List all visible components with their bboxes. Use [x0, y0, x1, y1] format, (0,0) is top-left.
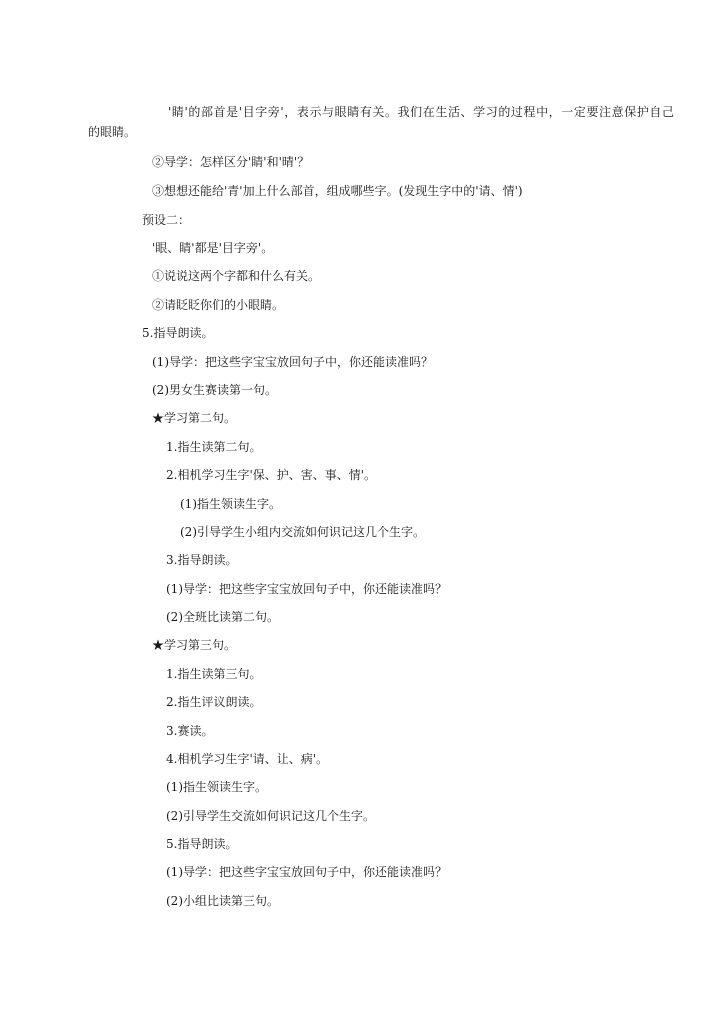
- paragraph-line: '眼、睛'都是'目字旁'。: [152, 241, 274, 255]
- paragraph-line: 4.相机学习生字'请、让、病'。: [166, 752, 329, 766]
- paragraph-line: (1)指生领读生字。: [180, 497, 281, 511]
- paragraph-line: (2)男女生赛读第一句。: [152, 383, 277, 397]
- paragraph-line: 1.指生读第二句。: [166, 440, 262, 454]
- paragraph-line: 3.赛读。: [166, 724, 214, 738]
- paragraph-line: 1.指生读第三句。: [166, 667, 262, 681]
- paragraph-line: 3.指导朗读。: [166, 553, 238, 567]
- section-heading: 5.指导朗读。: [142, 326, 214, 340]
- paragraph-line: (1)导学：把这些字宝宝放回句子中，你还能读准吗？: [166, 582, 448, 596]
- paragraph-line: (1)导学：把这些字宝宝放回句子中，你还能读准吗？: [152, 355, 434, 369]
- paragraph-line: (2)引导学生小组内交流如何识记这几个生字。: [180, 525, 425, 539]
- paragraph-line: (2)全班比读第二句。: [166, 610, 279, 624]
- paragraph-line: ②导学：怎样区分'睛'和'晴'？: [152, 155, 310, 169]
- paragraph-line: (1)导学：把这些字宝宝放回句子中，你还能读准吗？: [166, 865, 448, 879]
- paragraph-line: 2.指生评议朗读。: [166, 695, 262, 709]
- paragraph-line: 的眼睛。: [88, 125, 137, 139]
- paragraph-line: (2)引导学生交流如何识记这几个生字。: [166, 809, 375, 823]
- section-heading: ★学习第三句。: [152, 638, 237, 652]
- paragraph-line: (2)小组比读第三句。: [166, 894, 279, 908]
- paragraph-line: 2.相机学习生字'保、护、害、事、情'。: [166, 468, 377, 482]
- paragraph-line: 5.指导朗读。: [166, 837, 238, 851]
- paragraph-line: ③想想还能给'青'加上什么部首，组成哪些字。(发现生字中的'请、情'): [152, 184, 523, 198]
- section-heading: 预设二：: [142, 213, 191, 227]
- paragraph-line: ②请眨眨你们的小眼睛。: [152, 298, 285, 312]
- paragraph-line: (1)指生领读生字。: [166, 780, 267, 794]
- paragraph-line: ①说说这两个字都和什么有关。: [152, 269, 321, 283]
- paragraph-line: '睛'的部首是'目字旁'，表示与眼睛有关。我们在生活、学习的过程中，一定要注意保护自己: [168, 105, 674, 119]
- section-heading: ★学习第二句。: [152, 411, 237, 425]
